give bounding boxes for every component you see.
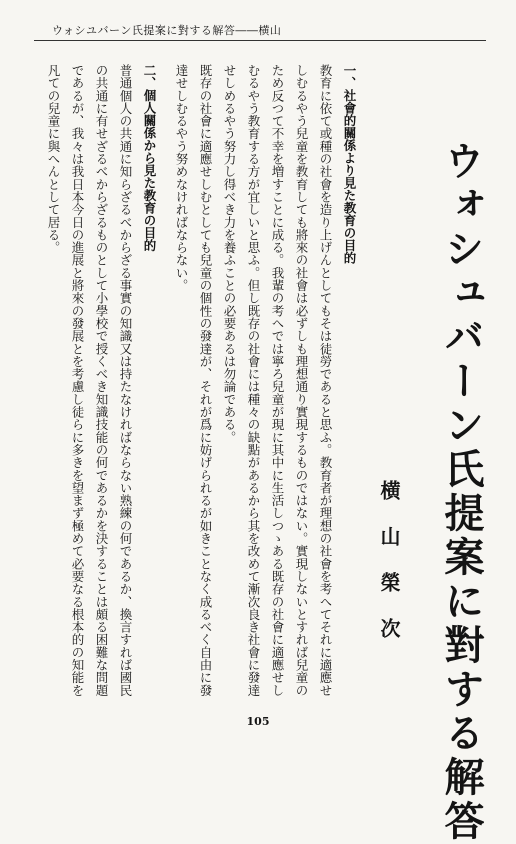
section-1-line: せしめるやう努力し得べき力を養ふことの必要あるは勿論である。 [222, 64, 237, 444]
section-1-line: むるやう教育する方が宜しいと思ふ。但し既存の社會には種々の缺點があるから其を改めて漸次良き社會に發達 [246, 64, 261, 697]
article-title: ウォシュバーン氏提案に對する解答 [438, 140, 485, 844]
section-1-line: ため反つて不幸を増すことに成る。我輩の考へでは寧ろ兒童が現に其中に生活しつゝある既存の社會に適應せし [270, 64, 285, 697]
section-1-line: しむるやう兒童を教育しても將來の社會は必ずしも理想通り實現するものではない。實現しないとすれば兒童の [294, 64, 309, 697]
section-2-line: 凡ての兒童に與へんとして居る。 [46, 64, 61, 254]
section-2-heading: 二、個人關係から見た教育の目的 [142, 64, 157, 252]
section-1-line: 既存の社會に適應せしむとしても兒童の個性の發達が、それが爲に妨げられるが如きことなく成るべく自由に發 [198, 64, 213, 697]
section-2-line: 普通個人の共通に知らざるべからざる事實の知識又は持たなければならない熟練の何であるか、換言すれば國民 [118, 64, 133, 697]
section-2-line: であるが、我々は我日本今日の進展と將來の發展とを考慮し徒らに多きを望まず極めて必要なる根本的の知能を [70, 64, 85, 697]
section-1-line: 教育に依て或種の社會を造り上げんとしてもそは徒勞であると思ふ。教育者が理想の社會を考へてそれに適應せ [318, 64, 333, 697]
header-rule [34, 40, 486, 41]
section-2-line: の共通に有せざるべからざるものとして小學校で授くべき知識技能の何であるかを決することは頗る困難な問題 [94, 64, 109, 697]
page-number: 105 [246, 715, 270, 728]
section-1-line: 達せしむるやう努めなければならない。 [174, 64, 189, 292]
section-1-heading: 一、社會的關係より見た教育の目的 [342, 64, 357, 264]
author-name: 横山榮次 [377, 480, 401, 664]
running-head: ウォシユバーン氏提案に對する解答――横山 [52, 24, 282, 37]
